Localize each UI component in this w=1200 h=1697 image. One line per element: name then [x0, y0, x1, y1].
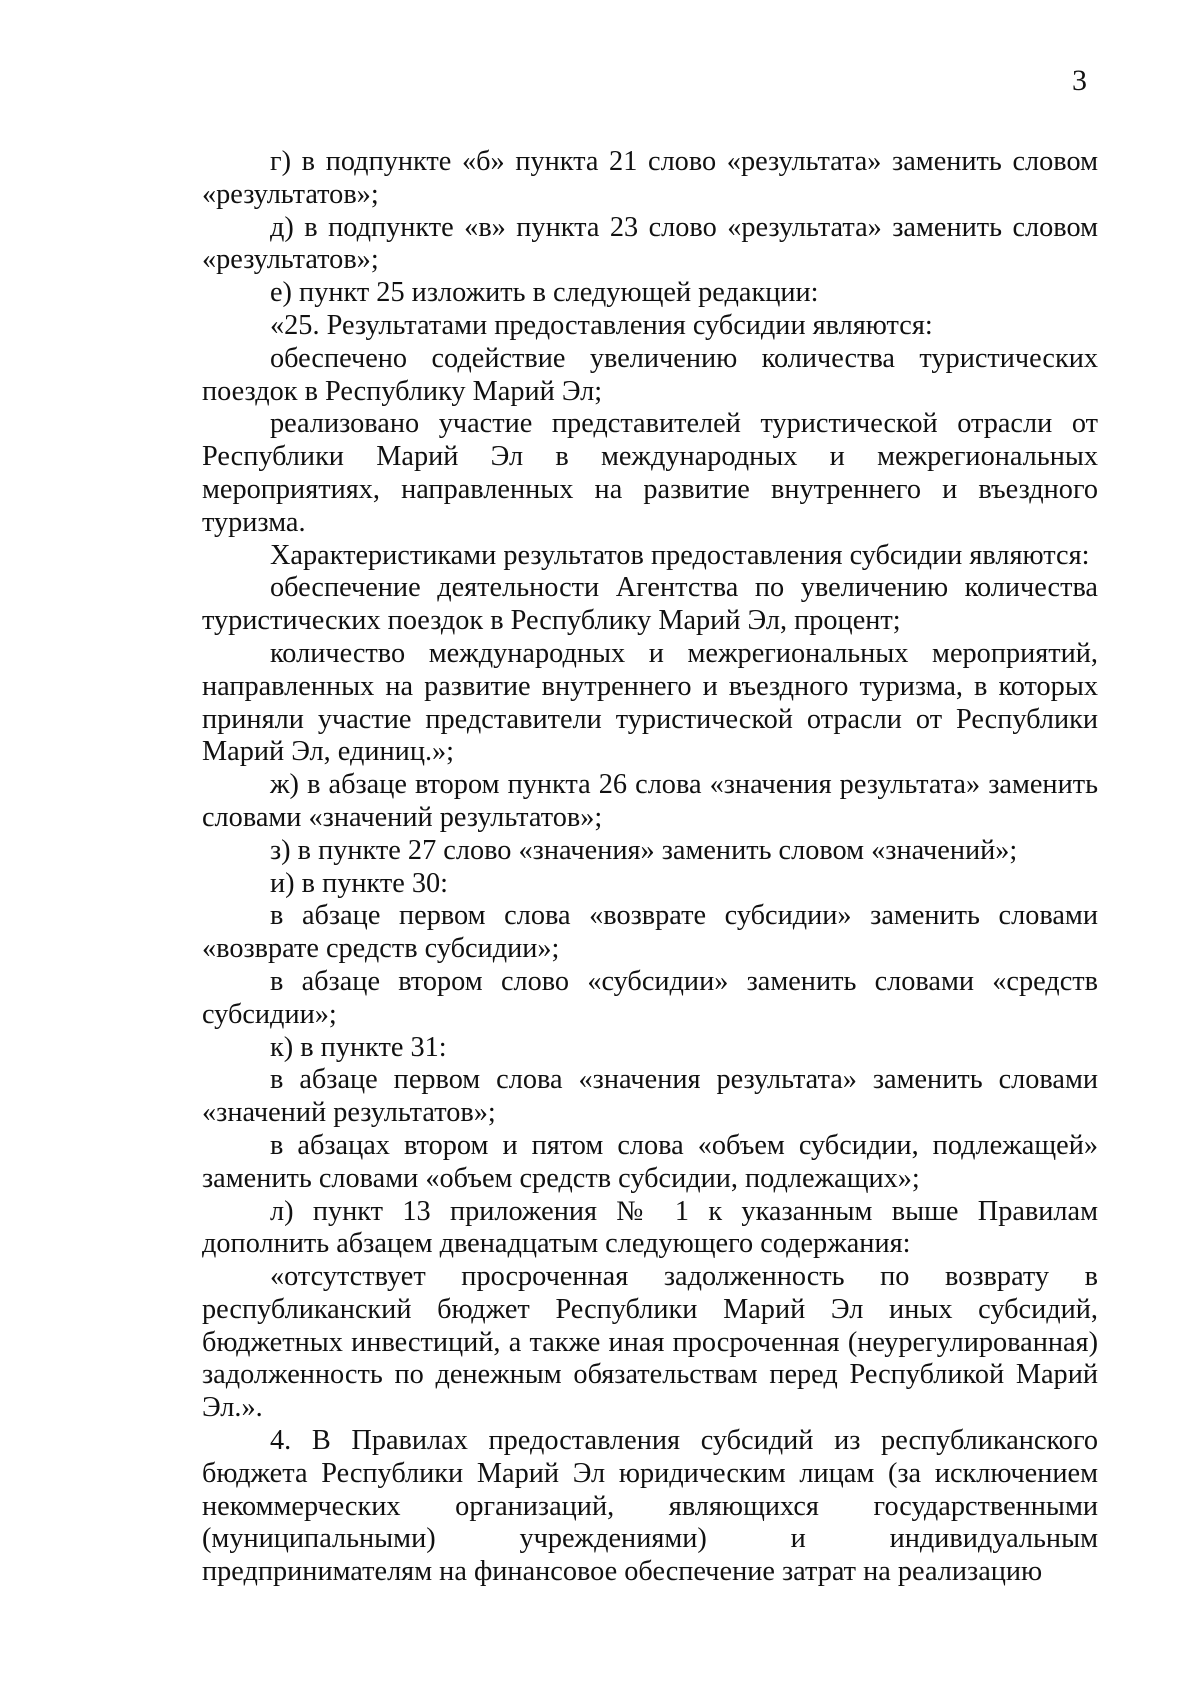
paragraph-amend-z: з) в пункте 27 слово «значения» заменить словом «значений»; — [270, 834, 1018, 866]
paragraph-amend-g: г) в подпункте «б» пункта 21 слово «результата» заменить словом «результатов»; — [202, 146, 1098, 210]
paragraph-characteristics-heading: Характеристиками результатов предоставления субсидии являются: — [270, 539, 1090, 571]
paragraph-amend-d: д) в подпункте «в» пункта 23 слово «результата» заменить словом «результатов»; — [202, 211, 1098, 276]
paragraph-amend-i: и) в пункте 30: — [270, 867, 449, 899]
paragraph-amend-l-text: «отсутствует просроченная задолженность по возврату в республиканский бюджет Республики Марий Эл иных субсидий, бюджетных инвестиций, а также иная просроченная (неурегулированная) задолженность по денежным обязательствам перед Республикой Марий Эл.». — [202, 1261, 1098, 1424]
paragraph-amend-l: л) пункт 13 приложения № 1 к указанным выше Правилам дополнить абзацем двенадцатым следующего содержания: — [202, 1195, 1098, 1260]
paragraph-amend-k: к) в пункте 31: — [270, 1031, 447, 1063]
paragraph-result-2: реализовано участие представителей туристической отрасли от Республики Марий Эл в международных и межрегиональных мероприятиях, направленных на развитие внутреннего и въездного туризма. — [202, 408, 1098, 538]
document-body — [202, 146, 1098, 1589]
page-number: 3 — [1072, 64, 1087, 97]
paragraph-amend-k-1: в абзаце первом слова «значения результата» заменить словами «значений результатов»; — [202, 1064, 1098, 1129]
paragraph-amend-k-2: в абзацах втором и пятом слова «объем субсидии, подлежащей» заменить словами «объем средств субсидии, подлежащих»; — [202, 1129, 1098, 1194]
paragraph-amend-i-1: в абзаце первом слова «возврате субсидии» заменить словами «возврате средств субсидии»; — [202, 900, 1098, 965]
paragraph-section-4: 4. В Правилах предоставления субсидий из республиканского бюджета Республики Марий Эл юридическим лицам (за исключением некоммерческих организаций, являющихся государственными (муниципальными) учреждениями) и индивидуальным предпринимателям на финансовое обеспечение затрат на реализацию — [202, 1425, 1098, 1588]
paragraph-point-25-heading: «25. Результатами предоставления субсидии являются: — [270, 309, 933, 341]
paragraph-characteristic-1: обеспечение деятельности Агентства по увеличению количества туристических поездок в Республику Марий Эл, процент; — [202, 572, 1098, 637]
paragraph-amend-e: е) пункт 25 изложить в следующей редакции: — [270, 277, 819, 309]
paragraph-characteristic-2: количество международных и межрегиональных мероприятий, направленных на развитие внутреннего и въездного туризма, в которых приняли участие представители туристической отрасли от Республики Марий Эл, единиц.»; — [202, 637, 1098, 768]
paragraph-amend-i-2: в абзаце втором слово «субсидии» заменить словами «средств субсидии»; — [202, 965, 1098, 1030]
paragraph-result-1: обеспечено содействие увеличению количества туристических поездок в Республику Марий Эл; — [202, 342, 1098, 407]
paragraph-amend-zh: ж) в абзаце втором пункта 26 слова «значения результата» заменить словами «значений результатов»; — [202, 769, 1098, 833]
